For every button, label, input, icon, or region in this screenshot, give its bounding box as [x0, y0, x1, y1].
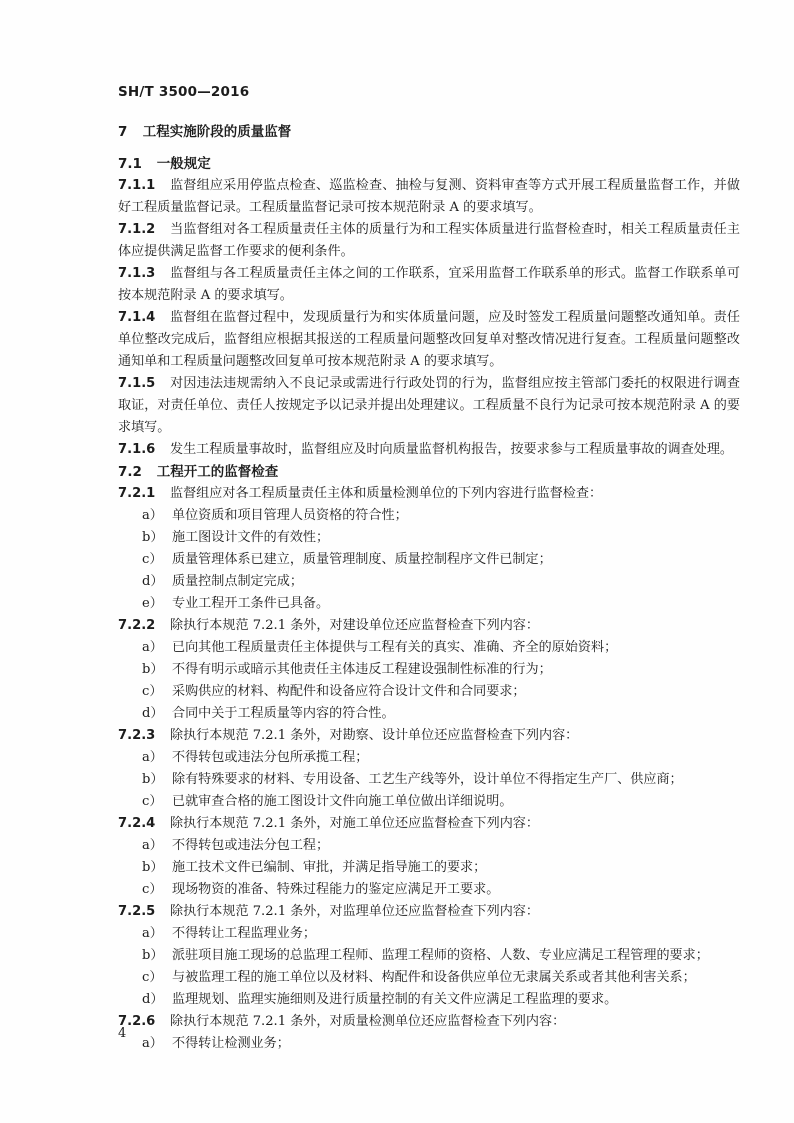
subsection-heading-7-1 [118, 153, 740, 175]
clause-text: 除执行本规范 7.2.1 条外，对施工单位还应监督检查下列内容： [170, 816, 539, 831]
list-item-text: 不得转让工程监理业务； [172, 926, 317, 941]
list-marker: c） [142, 552, 163, 567]
list-marker: b） [142, 772, 164, 787]
list-marker: b） [142, 530, 164, 545]
clause-number: 7.1.5 [118, 376, 156, 391]
section-heading [118, 121, 740, 143]
list-marker: a） [142, 838, 163, 853]
list-item-text: 专业工程开工条件已具备。 [172, 596, 330, 611]
list-item [118, 703, 740, 725]
list-item-text: 除有特殊要求的材料、专用设备、工艺生产线等外，设计单位不得指定生产厂、供应商； [172, 772, 683, 787]
list-item [118, 835, 740, 857]
list-item-text: 不得转让检测业务； [172, 1036, 290, 1051]
list-marker: c） [142, 970, 163, 985]
list-marker: b） [142, 948, 164, 963]
list-marker: a） [142, 926, 163, 941]
list-item [118, 571, 740, 593]
list-marker: b） [142, 860, 164, 875]
list-marker: a） [142, 750, 163, 765]
clause-text: 监督组在监督过程中，发现质量行为和实体质量问题，应及时签发工程质量问题整改通知单。责任单位整改完成后，监督组应根据其报送的工程质量问题整改回复单对整改情况进行复查。工程质量问题整改通知单和工程质量问题整改回复单可按本规范附录 A 的要求填写。 [118, 310, 740, 369]
clause-number: 7.1.1 [118, 178, 156, 193]
clause-7-1-1 [118, 175, 740, 219]
list-marker: c） [142, 882, 163, 897]
list-item-text: 施工图设计文件的有效性； [172, 530, 330, 545]
clause-7-1-2 [118, 219, 740, 263]
list-marker: b） [142, 662, 164, 677]
clause-number: 7.2.6 [118, 1014, 156, 1029]
list-marker: d） [142, 992, 164, 1007]
list-item [118, 549, 740, 571]
clause-7-2-1 [118, 483, 740, 505]
list-item [118, 989, 740, 1011]
clause-number: 7.2.2 [118, 618, 156, 633]
clause-text: 当监督组对各工程质量责任主体的质量行为和工程实体质量进行监督检查时，相关工程质量责任主体应提供满足监督工作要求的便利条件。 [118, 222, 740, 259]
list-item-text: 不得转包或违法分包工程； [172, 838, 330, 853]
clause-7-1-5 [118, 373, 740, 439]
clause-7-1-6 [118, 439, 740, 461]
clause-text: 监督组应对各工程质量责任主体和质量检测单位的下列内容进行监督检查： [170, 486, 603, 501]
clause-number: 7.1.3 [118, 266, 156, 281]
clause-7-2-5 [118, 901, 740, 923]
list-marker: d） [142, 574, 164, 589]
section-title: 工程实施阶段的质量监督 [142, 124, 292, 140]
list-marker: a） [142, 640, 163, 655]
standard-code: SH/T 3500—2016 [118, 84, 250, 100]
list-item-text: 已向其他工程质量责任主体提供与工程有关的真实、准确、齐全的原始资料； [172, 640, 618, 655]
clause-number: 7.1.6 [118, 442, 156, 457]
clause-number: 7.1.4 [118, 310, 156, 325]
list-marker: e） [142, 596, 163, 611]
list-item-text: 监理规划、监理实施细则及进行质量控制的有关文件应满足工程监理的要求。 [172, 992, 618, 1007]
list-item [118, 527, 740, 549]
clause-7-2-3 [118, 725, 740, 747]
list-marker: d） [142, 706, 164, 721]
subsection-number: 7.2 [118, 464, 142, 480]
document-body [118, 121, 740, 1055]
list-item [118, 659, 740, 681]
clause-text: 发生工程质量事故时，监督组应及时向质量监督机构报告，按要求参与工程质量事故的调查处理。 [170, 442, 734, 457]
list-item [118, 967, 740, 989]
clause-7-2-2 [118, 615, 740, 637]
clause-text: 监督组与各工程质量责任主体之间的工作联系，宜采用监督工作联系单的形式。监督工作联系单可按本规范附录 A 的要求填写。 [118, 266, 740, 303]
section-number: 7 [118, 124, 128, 140]
list-item-text: 质量控制点制定完成； [172, 574, 303, 589]
clause-number: 7.2.1 [118, 486, 156, 501]
clause-7-2-6 [118, 1011, 740, 1033]
clause-text: 除执行本规范 7.2.1 条外，对建设单位还应监督检查下列内容： [170, 618, 539, 633]
list-marker: a） [142, 508, 163, 523]
list-item [118, 681, 740, 703]
clause-7-1-3 [118, 263, 740, 307]
subsection-title: 工程开工的监督检查 [156, 464, 279, 480]
list-item-text: 现场物资的准备、特殊过程能力的鉴定应满足开工要求。 [172, 882, 500, 897]
clause-text: 除执行本规范 7.2.1 条外，对勘察、设计单位还应监督检查下列内容： [170, 728, 579, 743]
list-item [118, 923, 740, 945]
list-item [118, 747, 740, 769]
list-item-text: 施工技术文件已编制、审批，并满足指导施工的要求； [172, 860, 487, 875]
list-item-text: 派驻项目施工现场的总监理工程师、监理工程师的资格、人数、专业应满足工程管理的要求； [172, 948, 709, 963]
clause-number: 7.2.3 [118, 728, 156, 743]
list-item [118, 791, 740, 813]
list-item [118, 593, 740, 615]
subsection-number: 7.1 [118, 156, 142, 172]
clause-text: 监督组应采用停监点检查、巡监检查、抽检与复测、资料审查等方式开展工程质量监督工作，并做好工程质量监督记录。工程质量监督记录可按本规范附录 A 的要求填写。 [118, 178, 740, 215]
list-item-text: 单位资质和项目管理人员资格的符合性； [172, 508, 408, 523]
list-item-text: 采购供应的材料、构配件和设备应符合设计文件和合同要求； [172, 684, 526, 699]
clause-7-1-4 [118, 307, 740, 373]
list-item [118, 1033, 740, 1055]
list-item-text: 不得有明示或暗示其他责任主体违反工程建设强制性标准的行为； [172, 662, 552, 677]
page-number: 4 [118, 1026, 127, 1041]
subsection-heading-7-2 [118, 461, 740, 483]
list-marker: c） [142, 794, 163, 809]
list-item-text: 不得转包或违法分包所承揽工程； [172, 750, 369, 765]
list-item-text: 质量管理体系已建立，质量管理制度、质量控制程序文件已制定； [172, 552, 552, 567]
list-item [118, 857, 740, 879]
list-item-text: 已就审查合格的施工图设计文件向施工单位做出详细说明。 [172, 794, 513, 809]
clause-number: 7.1.2 [118, 222, 156, 237]
list-item [118, 879, 740, 901]
subsection-title: 一般规定 [156, 156, 211, 172]
list-marker: c） [142, 684, 163, 699]
list-marker: a） [142, 1036, 163, 1051]
clause-7-2-4 [118, 813, 740, 835]
clause-text: 除执行本规范 7.2.1 条外，对质量检测单位还应监督检查下列内容： [170, 1014, 566, 1029]
list-item [118, 505, 740, 527]
clause-number: 7.2.4 [118, 816, 156, 831]
list-item [118, 769, 740, 791]
clause-text: 除执行本规范 7.2.1 条外，对监理单位还应监督检查下列内容： [170, 904, 539, 919]
clause-number: 7.2.5 [118, 904, 156, 919]
list-item [118, 637, 740, 659]
list-item [118, 945, 740, 967]
list-item-text: 与被监理工程的施工单位以及材料、构配件和设备供应单位无隶属关系或者其他利害关系； [172, 970, 696, 985]
list-item-text: 合同中关于工程质量等内容的符合性。 [172, 706, 395, 721]
clause-text: 对因违法违规需纳入不良记录或需进行行政处罚的行为，监督组应按主管部门委托的权限进行调查取证，对责任单位、责任人按规定予以记录并提出处理建议。工程质量不良行为记录可按本规范附录 A 的要求填写。 [118, 376, 740, 435]
